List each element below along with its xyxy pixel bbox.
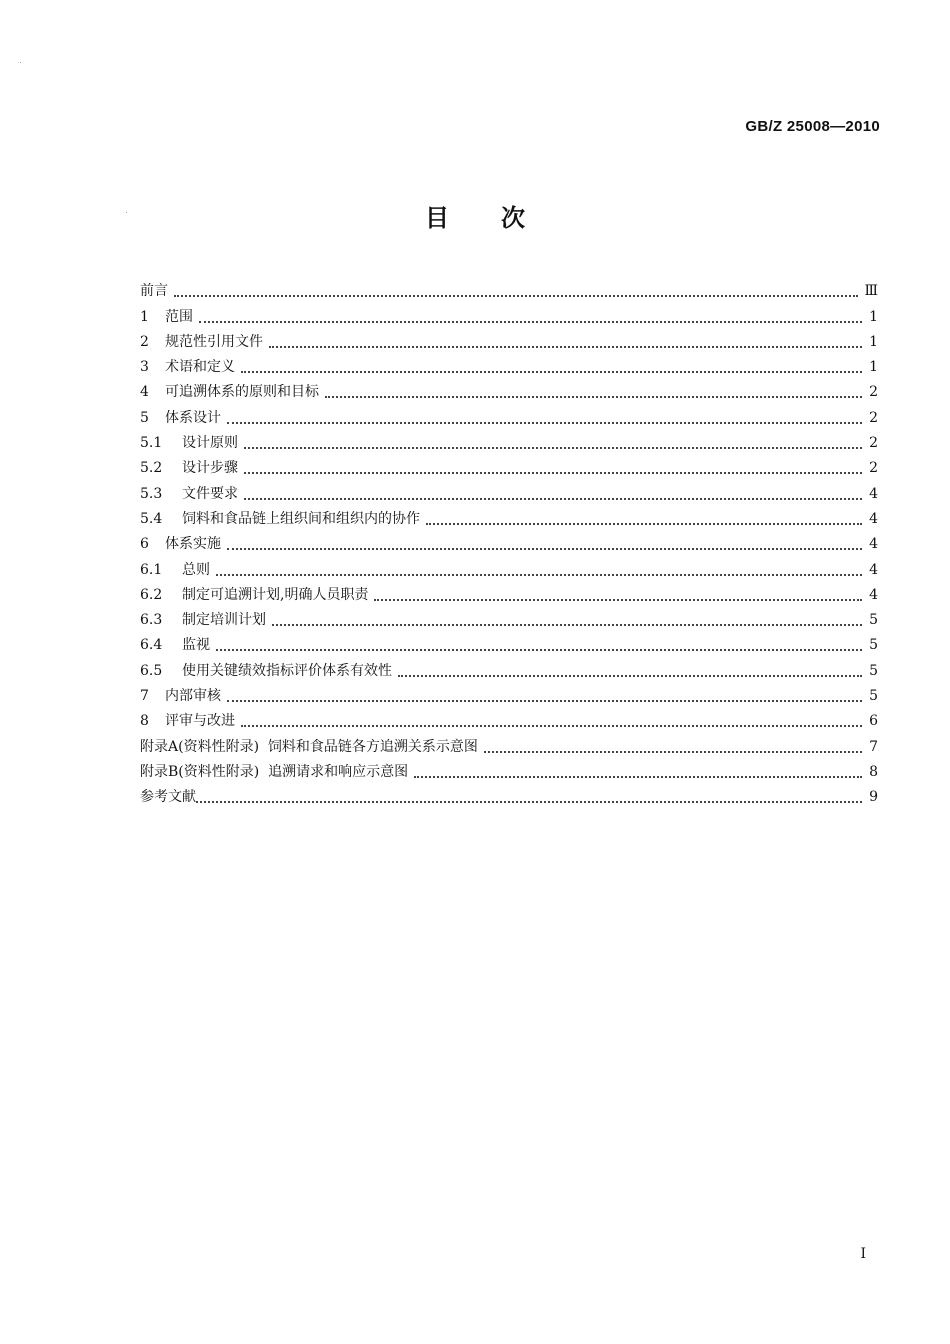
toc-entry [140, 554, 878, 579]
toc-entry-page: 4 [869, 510, 878, 527]
toc-entry-page: 4 [869, 586, 878, 603]
toc-entry-page: 1 [869, 359, 878, 376]
toc-entry-number: 5.4 [140, 510, 163, 527]
toc-entry-page: 8 [869, 763, 878, 780]
toc-leader-dots [216, 649, 862, 651]
toc-entry-number: 4 [140, 384, 149, 401]
toc-leader-dots [398, 675, 862, 677]
toc-entry-title: 评审与改进 [165, 713, 235, 730]
toc-entry [140, 605, 878, 630]
toc-entry [140, 402, 878, 427]
toc-entry-title: 使用关键绩效指标评价体系有效性 [182, 662, 392, 679]
toc-entry-number: 5.3 [140, 485, 163, 502]
toc-entry-page: 2 [869, 435, 878, 452]
toc-entry-title: 制定培训计划 [182, 612, 266, 629]
toc-leader-dots [269, 346, 862, 348]
toc-leader-dots [414, 776, 862, 778]
toc-entry-number: 5.1 [140, 435, 163, 452]
toc-entry [140, 681, 878, 706]
toc-entry-title: 饲料和食品链上组织间和组织内的协作 [182, 510, 420, 527]
toc-entry [140, 731, 878, 756]
toc-entry-number: 6.4 [140, 637, 163, 654]
toc-entry-title: 体系设计 [165, 409, 221, 426]
toc-entry-title: 范围 [165, 308, 193, 325]
toc-leader-dots [241, 725, 862, 727]
page-title: 目次 [425, 204, 577, 232]
toc-leader-dots [374, 599, 862, 601]
toc-entry-title: 内部审核 [165, 688, 221, 705]
toc-entry-title: 总则 [182, 561, 210, 578]
toc-entry [140, 580, 878, 605]
toc-entry-page: 5 [869, 688, 878, 705]
toc-entry-number: 3 [140, 359, 149, 376]
toc-entry [140, 478, 878, 503]
toc-entry-number: 5 [140, 409, 149, 426]
toc-leader-dots [174, 295, 858, 297]
toc-entry [140, 655, 878, 680]
toc-leader-dots [325, 396, 862, 398]
toc-entry [140, 377, 878, 402]
toc-leader-dots [227, 700, 862, 702]
toc-entry-title: 规范性引用文件 [165, 333, 263, 350]
toc-entry-title: 附录B(资料性附录) 追溯请求和响应示意图 [140, 763, 409, 780]
toc-entry-page: 9 [869, 789, 878, 806]
toc-entry-number: 6.2 [140, 586, 163, 603]
toc-entry-title: 参考文献 [140, 789, 196, 806]
toc-entry-number: 2 [140, 333, 149, 350]
toc-entry-title: 设计步骤 [182, 460, 238, 477]
toc-leader-dots [244, 447, 862, 449]
toc-entry-page: Ⅲ [864, 283, 878, 300]
toc-entry-page: 4 [869, 561, 878, 578]
toc-entry [140, 453, 878, 478]
table-of-contents [140, 276, 878, 807]
standard-code: GB/Z 25008—2010 [745, 118, 880, 135]
toc-entry-number: 7 [140, 688, 149, 705]
toc-entry-number: 6.1 [140, 561, 163, 578]
page-number: I [860, 1246, 866, 1262]
toc-entry-number: 6.5 [140, 662, 163, 679]
toc-entry-page: 2 [869, 460, 878, 477]
toc-entry [140, 706, 878, 731]
toc-entry [140, 782, 878, 807]
toc-entry [140, 630, 878, 655]
toc-entry-page: 4 [869, 536, 878, 553]
toc-entry [140, 504, 878, 529]
toc-entry-title: 监视 [182, 637, 210, 654]
toc-entry-title: 可追溯体系的原则和目标 [165, 384, 319, 401]
toc-entry [140, 757, 878, 782]
toc-entry-number: 1 [140, 308, 149, 325]
toc-entry-title: 术语和定义 [165, 359, 235, 376]
toc-entry [140, 428, 878, 453]
toc-leader-dots [199, 321, 862, 323]
toc-entry-page: 5 [869, 662, 878, 679]
toc-leader-dots [227, 548, 862, 550]
toc-entry-number: 5.2 [140, 460, 163, 477]
toc-entry-page: 6 [869, 713, 878, 730]
toc-entry [140, 327, 878, 352]
toc-leader-dots [484, 751, 862, 753]
toc-entry-title: 文件要求 [182, 485, 238, 502]
toc-entry-page: 7 [869, 738, 878, 755]
toc-entry-page: 5 [869, 637, 878, 654]
toc-entry-number: 6 [140, 536, 149, 553]
toc-entry-page: 5 [869, 612, 878, 629]
toc-leader-dots [272, 624, 862, 626]
toc-entry-title: 附录A(资料性附录) 饲料和食品链各方追溯关系示意图 [140, 738, 478, 755]
toc-entry-number: 8 [140, 713, 149, 730]
toc-leader-dots [227, 422, 862, 424]
toc-leader-dots [244, 472, 862, 474]
toc-leader-dots [426, 523, 862, 525]
toc-entry-title: 制定可追溯计划,明确人员职责 [182, 586, 369, 603]
toc-entry-page: 2 [869, 409, 878, 426]
toc-leader-dots [216, 574, 862, 576]
toc-entry-number: 6.3 [140, 612, 163, 629]
toc-entry-title: 前言 [140, 283, 168, 300]
toc-entry-page: 2 [869, 384, 878, 401]
toc-entry-page: 1 [869, 308, 878, 325]
toc-leader-dots [196, 801, 862, 803]
toc-leader-dots [241, 371, 862, 373]
toc-entry [140, 276, 878, 301]
toc-entry [140, 352, 878, 377]
toc-entry-page: 4 [869, 485, 878, 502]
toc-entry-title: 设计原则 [182, 435, 238, 452]
toc-leader-dots [244, 498, 862, 500]
toc-entry-title: 体系实施 [165, 536, 221, 553]
toc-entry [140, 301, 878, 326]
toc-entry-page: 1 [869, 333, 878, 350]
toc-entry [140, 529, 878, 554]
